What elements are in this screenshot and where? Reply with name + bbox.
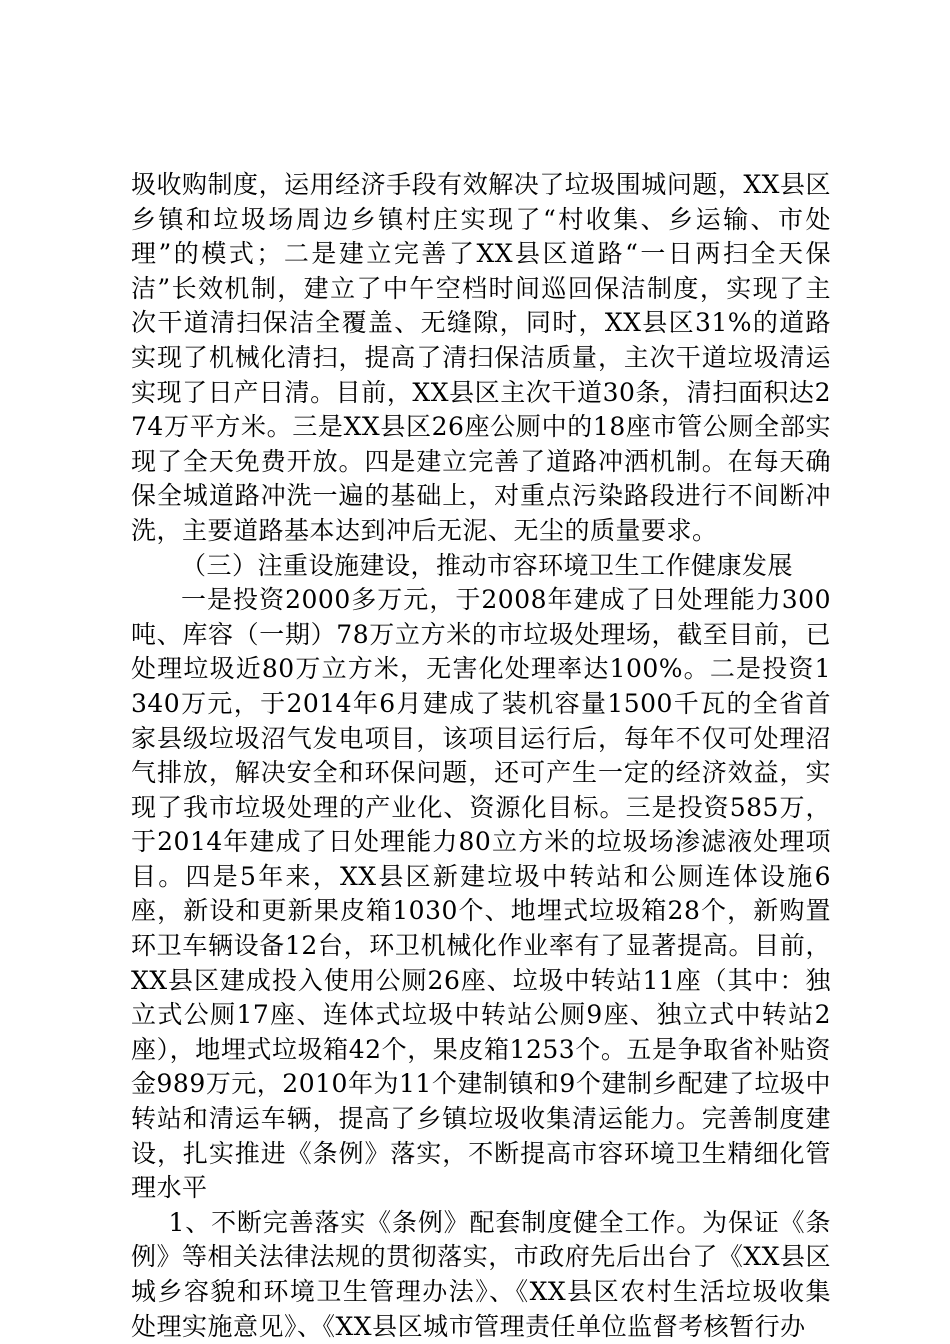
paragraph-regulation-supporting-systems: 1、不断完善落实《条例》配套制度健全工作。为保证《条例》等相关法律法规的贯彻落实，市政府先后出台了《XX县区城乡容貌和环境卫生管理办法》、《XX县区农村生活垃圾收集处理实施意见》、《XX县区城市管理责任单位监督考核暂行办 xyxy=(131,1207,831,1341)
paragraph-sanitation-mechanisms: 圾收购制度，运用经济手段有效解决了垃圾围城问题，XX县区乡镇和垃圾场周边乡镇村庄实现了“村收集、乡运输、市处理”的模式；二是建立完善了XX县区道路“一日两扫全天保洁”长效机制，建立了中午空档时间巡回保洁制度，实现了主次干道清扫保洁全覆盖、无缝隙，同时，XX县区31%的道路实现了机械化清扫，提高了清扫保洁质量，主次干道垃圾清运实现了日产日清。目前，XX县区主次干道30条，清扫面积达274万平方米。三是XX县区26座公厕中的18座市管公厕全部实现了全天免费开放。四是建立完善了道路冲洒机制。在每天确保全城道路冲洗一遍的基础上，对重点污染路段进行不间断冲洗，主要道路基本达到冲后无泥、无尘的质量要求。 xyxy=(131,170,831,545)
paragraph-facility-investments: 一是投资2000多万元，于2008年建成了日处理能力300吨、库容（一期）78万立方米的市垃圾处理场，截至目前，已处理垃圾近80万立方米，无害化处理率达100%。二是投资1340万元，于2014年6月建成了装机容量1500千瓦的全省首家县级垃圾沼气发电项目，该项目运行后，每年不仅可处理沼气排放，解决安全和环保问题，还可产生一定的经济效益，实现了我市垃圾处理的产业化、资源化目标。三是投资585万，于2014年建成了日处理能力80立方米的垃圾场渗滤液处理项目。四是5年来，XX县区新建垃圾中转站和公厕连体设施6座，新设和更新果皮箱1030个、地埋式垃圾箱28个，新购置环卫车辆设备12台，环卫机械化作业率有了显著提高。目前，XX县区建成投入使用公厕26座、垃圾中转站11座（其中：独立式公厕17座、连体式垃圾中转站公厕9座、独立式中转站2座），地埋式垃圾箱42个，果皮箱1253个。五是争取省补贴资金989万元，2010年为11个建制镇和9个建制乡配建了垃圾中转站和清运车辆，提高了乡镇垃圾收集清运能力。完善制度建设，扎实推进《条例》落实，不断提高市容环境卫生精细化管理水平 xyxy=(131,585,831,1203)
section-heading-facility-construction: （三）注重设施建设，推动市容环境卫生工作健康发展 xyxy=(181,550,794,580)
document-body xyxy=(131,168,831,1344)
